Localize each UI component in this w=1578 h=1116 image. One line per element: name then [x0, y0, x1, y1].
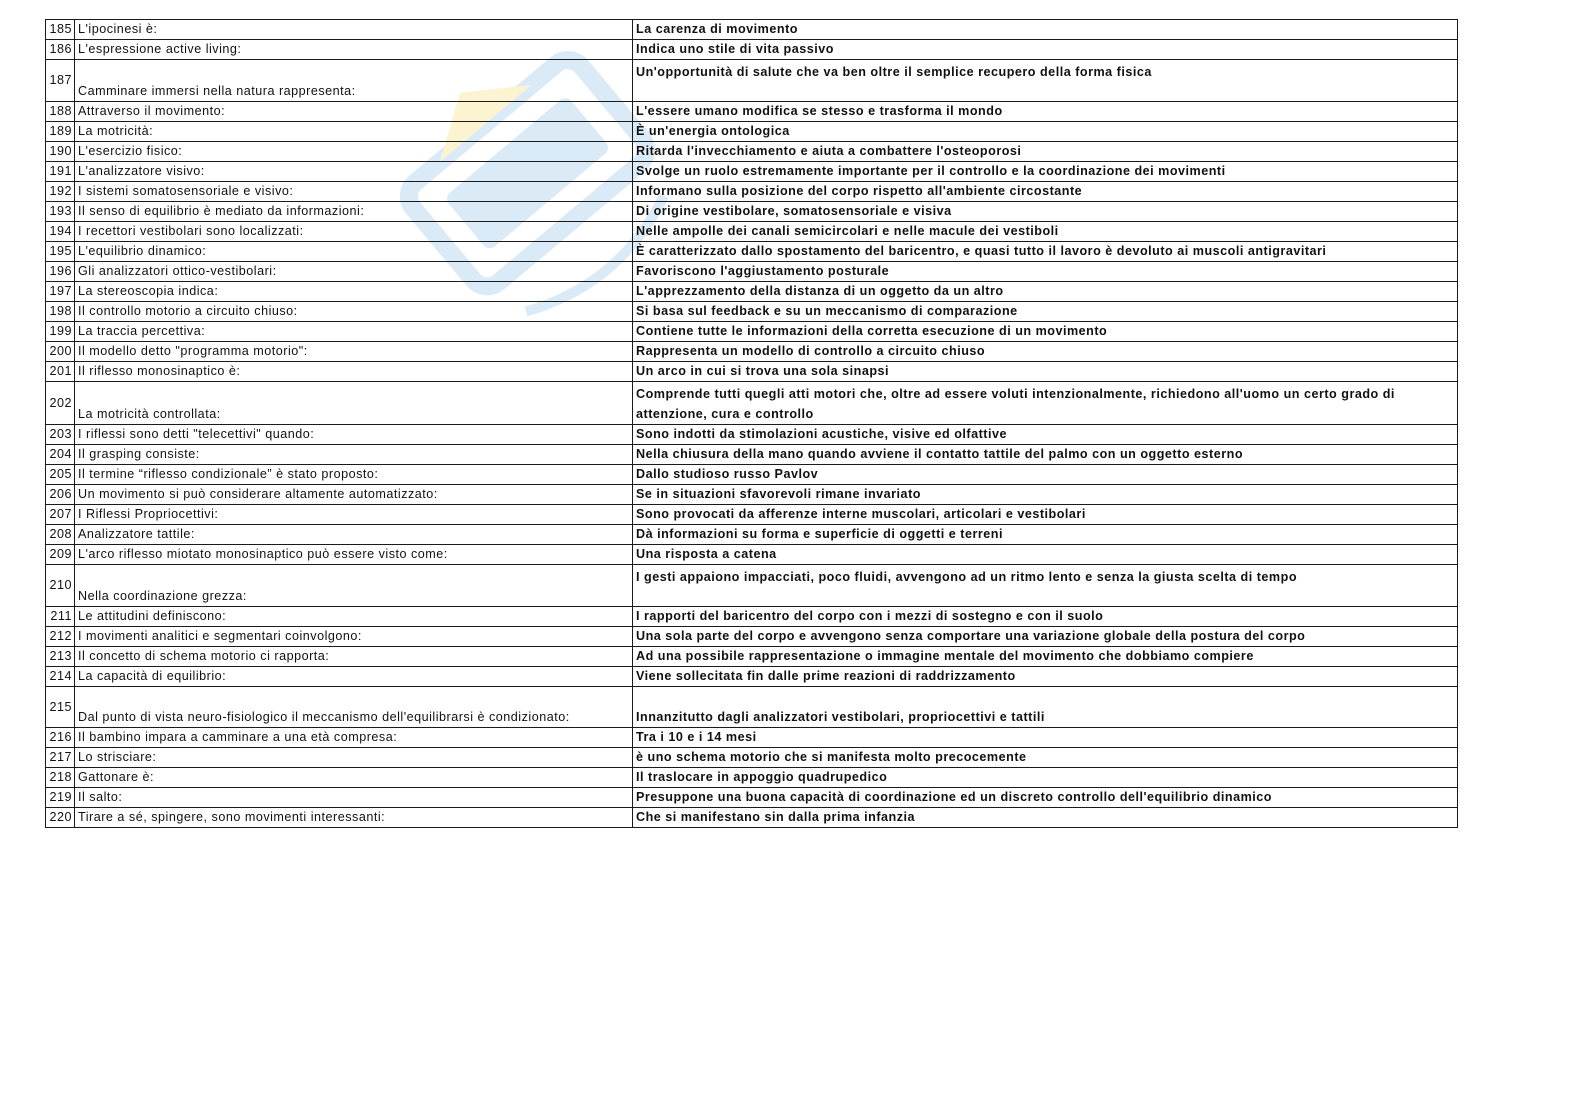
table-row [46, 102, 1458, 122]
question-number: 185 [46, 20, 75, 40]
question-text: La motricità controllata: [75, 382, 633, 425]
table-row [46, 382, 1458, 425]
table-row [46, 667, 1458, 687]
question-text: I Riflessi Propriocettivi: [75, 505, 633, 525]
question-number: 189 [46, 122, 75, 142]
answer-text: Viene sollecitata fin dalle prime reazioni di raddrizzamento [633, 667, 1458, 687]
answer-text: È caratterizzato dallo spostamento del baricentro, e quasi tutto il lavoro è devoluto ai muscoli antigravitari [633, 242, 1458, 262]
answer-text: Una sola parte del corpo e avvengono senza comportare una variazione globale della postura del corpo [633, 627, 1458, 647]
question-number: 186 [46, 40, 75, 60]
question-text: Attraverso il movimento: [75, 102, 633, 122]
answer-text: è uno schema motorio che si manifesta molto precocemente [633, 748, 1458, 768]
question-text: Camminare immersi nella natura rappresenta: [75, 60, 633, 102]
table-row [46, 362, 1458, 382]
question-text: Il controllo motorio a circuito chiuso: [75, 302, 633, 322]
table-row [46, 40, 1458, 60]
question-text: Il termine “riflesso condizionale” è stato proposto: [75, 465, 633, 485]
answer-text: Rappresenta un modello di controllo a circuito chiuso [633, 342, 1458, 362]
answer-text: Svolge un ruolo estremamente importante per il controllo e la coordinazione dei movimenti [633, 162, 1458, 182]
answer-text: Nelle ampolle dei canali semicircolari e nelle macule dei vestiboli [633, 222, 1458, 242]
table-row [46, 565, 1458, 607]
table-row [46, 302, 1458, 322]
question-text: Nella coordinazione grezza: [75, 565, 633, 607]
question-text: Il riflesso monosinaptico è: [75, 362, 633, 382]
question-text: La capacità di equilibrio: [75, 667, 633, 687]
question-text: La traccia percettiva: [75, 322, 633, 342]
table-row [46, 627, 1458, 647]
table-row [46, 687, 1458, 728]
table-row [46, 262, 1458, 282]
table-row [46, 505, 1458, 525]
answer-text: I rapporti del baricentro del corpo con i mezzi di sostegno e con il suolo [633, 607, 1458, 627]
answer-text: I gesti appaiono impacciati, poco fluidi, avvengono ad un ritmo lento e senza la giusta scelta di tempo [633, 565, 1458, 607]
answer-text: Di origine vestibolare, somatosensoriale e visiva [633, 202, 1458, 222]
answer-text: Informano sulla posizione del corpo rispetto all'ambiente circostante [633, 182, 1458, 202]
answer-text: Ritarda l'invecchiamento e aiuta a combattere l'osteoporosi [633, 142, 1458, 162]
question-text: L'ipocinesi è: [75, 20, 633, 40]
question-number: 220 [46, 808, 75, 828]
answer-text: Una risposta a catena [633, 545, 1458, 565]
question-number: 188 [46, 102, 75, 122]
table-row [46, 322, 1458, 342]
question-text: Le attitudini definiscono: [75, 607, 633, 627]
question-text: I sistemi somatosensoriale e visivo: [75, 182, 633, 202]
question-number: 207 [46, 505, 75, 525]
answer-text: Contiene tutte le informazioni della corretta esecuzione di un movimento [633, 322, 1458, 342]
table-row [46, 162, 1458, 182]
question-number: 212 [46, 627, 75, 647]
table-row [46, 647, 1458, 667]
answer-text: Ad una possibile rappresentazione o immagine mentale del movimento che dobbiamo compiere [633, 647, 1458, 667]
question-number: 200 [46, 342, 75, 362]
question-number: 201 [46, 362, 75, 382]
answer-text: L'essere umano modifica se stesso e trasforma il mondo [633, 102, 1458, 122]
table-row [46, 788, 1458, 808]
answer-text: Si basa sul feedback e su un meccanismo di comparazione [633, 302, 1458, 322]
answer-text: Se in situazioni sfavorevoli rimane invariato [633, 485, 1458, 505]
question-text: Il concetto di schema motorio ci rapporta: [75, 647, 633, 667]
table-row [46, 728, 1458, 748]
question-text: Gattonare è: [75, 768, 633, 788]
question-text: Tirare a sé, spingere, sono movimenti interessanti: [75, 808, 633, 828]
question-number: 197 [46, 282, 75, 302]
question-text: Lo strisciare: [75, 748, 633, 768]
table-row [46, 122, 1458, 142]
question-number: 209 [46, 545, 75, 565]
table-row [46, 342, 1458, 362]
question-text: Gli analizzatori ottico-vestibolari: [75, 262, 633, 282]
answer-text: Un arco in cui si trova una sola sinapsi [633, 362, 1458, 382]
question-text: La stereoscopia indica: [75, 282, 633, 302]
question-number: 214 [46, 667, 75, 687]
question-number: 202 [46, 382, 75, 425]
question-text: L'arco riflesso miotato monosinaptico può essere visto come: [75, 545, 633, 565]
answer-text: Sono provocati da afferenze interne muscolari, articolari e vestibolari [633, 505, 1458, 525]
question-number: 218 [46, 768, 75, 788]
table-row [46, 445, 1458, 465]
question-number: 208 [46, 525, 75, 545]
question-number: 195 [46, 242, 75, 262]
answer-text: Che si manifestano sin dalla prima infanzia [633, 808, 1458, 828]
table-row [46, 182, 1458, 202]
answer-text: Dallo studioso russo Pavlov [633, 465, 1458, 485]
answer-text: Tra i 10 e i 14 mesi [633, 728, 1458, 748]
answer-text: Favoriscono l'aggiustamento posturale [633, 262, 1458, 282]
table-row [46, 808, 1458, 828]
question-number: 211 [46, 607, 75, 627]
question-text: Il modello detto "programma motorio": [75, 342, 633, 362]
question-text: L'analizzatore visivo: [75, 162, 633, 182]
table-row [46, 242, 1458, 262]
table-row [46, 20, 1458, 40]
question-number: 204 [46, 445, 75, 465]
question-text: Il bambino impara a camminare a una età compresa: [75, 728, 633, 748]
answer-text: Un'opportunità di salute che va ben oltre il semplice recupero della forma fisica [633, 60, 1458, 102]
answer-text: Indica uno stile di vita passivo [633, 40, 1458, 60]
question-text: L'espressione active living: [75, 40, 633, 60]
question-number: 194 [46, 222, 75, 242]
table-row [46, 142, 1458, 162]
table-row [46, 282, 1458, 302]
table-row [46, 545, 1458, 565]
answer-text: Innanzitutto dagli analizzatori vestibolari, propriocettivi e tattili [633, 687, 1458, 728]
question-number: 198 [46, 302, 75, 322]
question-number: 219 [46, 788, 75, 808]
question-number: 196 [46, 262, 75, 282]
question-number: 217 [46, 748, 75, 768]
question-number: 205 [46, 465, 75, 485]
question-number: 210 [46, 565, 75, 607]
question-number: 206 [46, 485, 75, 505]
question-text: Un movimento si può considerare altamente automatizzato: [75, 485, 633, 505]
answer-text: La carenza di movimento [633, 20, 1458, 40]
answer-text: È un'energia ontologica [633, 122, 1458, 142]
table-row [46, 60, 1458, 102]
question-text: Il grasping consiste: [75, 445, 633, 465]
question-text: I movimenti analitici e segmentari coinvolgono: [75, 627, 633, 647]
table-row [46, 425, 1458, 445]
answer-text: Il traslocare in appoggio quadrupedico [633, 768, 1458, 788]
question-text: La motricità: [75, 122, 633, 142]
question-number: 215 [46, 687, 75, 728]
question-number: 213 [46, 647, 75, 667]
question-text: Dal punto di vista neuro-fisiologico il meccanismo dell'equilibrarsi è condizionato: [75, 687, 633, 728]
table-row [46, 748, 1458, 768]
table-row [46, 485, 1458, 505]
table-row [46, 202, 1458, 222]
question-text: I recettori vestibolari sono localizzati: [75, 222, 633, 242]
question-number: 193 [46, 202, 75, 222]
question-number: 191 [46, 162, 75, 182]
answer-text: Nella chiusura della mano quando avviene il contatto tattile del palmo con un oggetto esterno [633, 445, 1458, 465]
question-number: 199 [46, 322, 75, 342]
answer-text: Comprende tutti quegli atti motori che, oltre ad essere voluti intenzionalmente, richiedono all'uomo un certo grado di attenzione, cura e controllo [633, 382, 1458, 425]
qa-table [45, 19, 1458, 828]
question-number: 203 [46, 425, 75, 445]
table-row [46, 465, 1458, 485]
question-number: 190 [46, 142, 75, 162]
question-text: I riflessi sono detti "telecettivi" quando: [75, 425, 633, 445]
question-number: 187 [46, 60, 75, 102]
answer-text: L'apprezzamento della distanza di un oggetto da un altro [633, 282, 1458, 302]
table-row [46, 525, 1458, 545]
question-number: 192 [46, 182, 75, 202]
question-text: L'equilibrio dinamico: [75, 242, 633, 262]
answer-text: Presuppone una buona capacità di coordinazione ed un discreto controllo dell'equilibrio dinamico [633, 788, 1458, 808]
table-row [46, 768, 1458, 788]
table-row [46, 222, 1458, 242]
question-number: 216 [46, 728, 75, 748]
question-text: Analizzatore tattile: [75, 525, 633, 545]
table-row [46, 607, 1458, 627]
answer-text: Sono indotti da stimolazioni acustiche, visive ed olfattive [633, 425, 1458, 445]
question-text: Il salto: [75, 788, 633, 808]
answer-text: Dà informazioni su forma e superficie di oggetti e terreni [633, 525, 1458, 545]
question-text: L'esercizio fisico: [75, 142, 633, 162]
question-text: Il senso di equilibrio è mediato da informazioni: [75, 202, 633, 222]
